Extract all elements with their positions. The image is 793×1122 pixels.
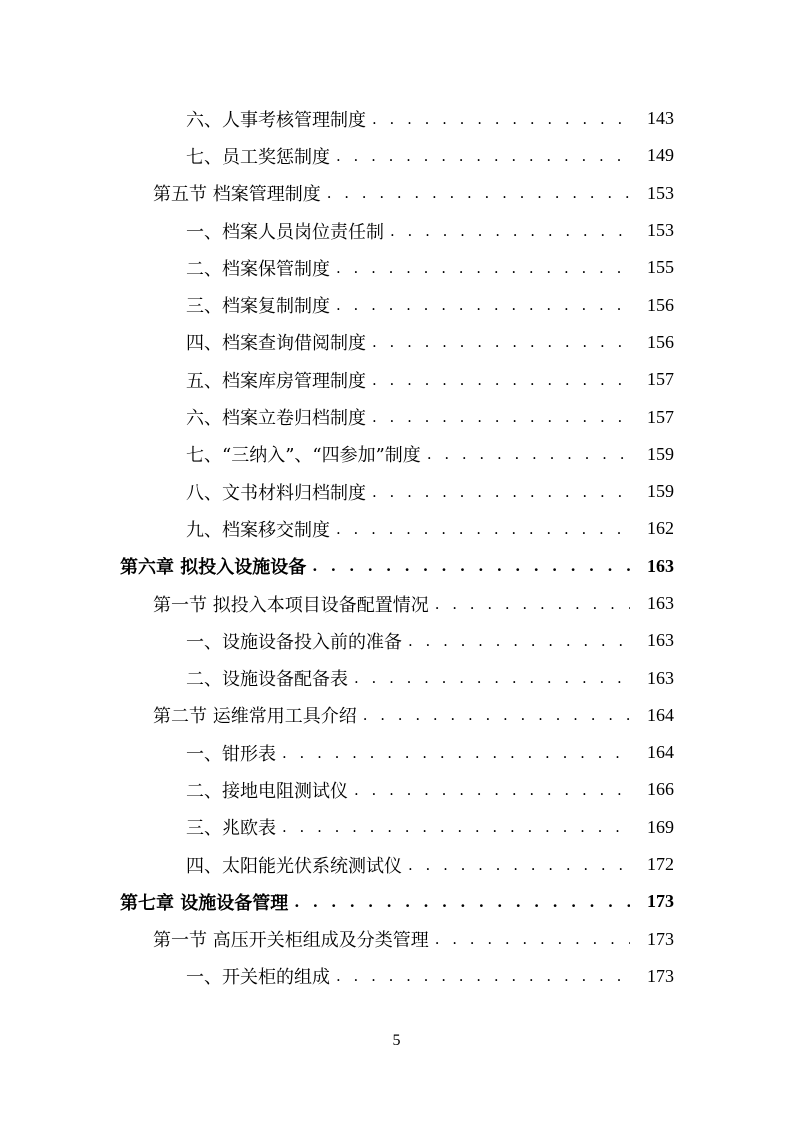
toc-section-entry[interactable] xyxy=(0,921,793,958)
toc-entry-page: 162 xyxy=(647,518,674,539)
toc-entry[interactable] xyxy=(0,809,793,846)
toc-chapter-entry[interactable] xyxy=(0,883,793,920)
page-number: 5 xyxy=(392,1032,401,1049)
toc-entry-page: 159 xyxy=(647,443,674,464)
toc-entry-title: 三、兆欧表 xyxy=(186,818,276,840)
toc-entry-page: 164 xyxy=(647,704,674,725)
toc-leader-dots xyxy=(354,781,630,799)
toc-entry-page: 169 xyxy=(647,816,674,837)
toc-leader-dots xyxy=(427,445,630,463)
toc-section-entry[interactable] xyxy=(0,585,793,622)
toc-leader-dots xyxy=(372,408,630,426)
toc-entry-page: 157 xyxy=(647,369,674,390)
toc-leader-dots xyxy=(363,706,630,724)
toc-leader-dots xyxy=(435,930,630,948)
toc-entry-title: 六、档案立卷归档制度 xyxy=(186,408,366,430)
toc-entry-title: 七、“三纳入”、“四参加”制度 xyxy=(186,445,421,467)
toc-entry-page: 163 xyxy=(647,555,674,576)
toc-entry-page: 166 xyxy=(647,779,674,800)
toc-entry-title: 第七章 设施设备管理 xyxy=(120,892,289,914)
toc-leader-dots xyxy=(372,333,630,351)
toc-entry-page: 143 xyxy=(647,108,674,129)
toc-entry[interactable] xyxy=(0,771,793,808)
toc-entry-page: 173 xyxy=(647,891,674,912)
toc-entry-title: 四、太阳能光伏系统测试仪 xyxy=(186,855,402,877)
toc-entry[interactable] xyxy=(0,361,793,398)
toc-leader-dots xyxy=(408,632,630,650)
toc-entry-page: 155 xyxy=(647,257,674,278)
toc-leader-dots xyxy=(327,184,630,202)
toc-entry[interactable] xyxy=(0,249,793,286)
toc-entry-page: 163 xyxy=(647,593,674,613)
toc-entry-title: 一、设施设备投入前的准备 xyxy=(186,631,402,653)
toc-leader-dots xyxy=(372,371,630,389)
toc-leader-dots xyxy=(372,483,630,501)
toc-entry[interactable] xyxy=(0,286,793,323)
toc-entry-title: 一、开关柜的组成 xyxy=(186,967,330,989)
toc-entry-title: 八、文书材料归档制度 xyxy=(186,482,366,504)
toc-entry-title: 一、档案人员岗位责任制 xyxy=(186,221,384,243)
toc-entry-title: 六、人事考核管理制度 xyxy=(186,109,366,131)
toc-entry-title: 七、员工奖惩制度 xyxy=(186,146,330,168)
toc-entry-title: 第六章 拟投入设施设备 xyxy=(120,557,307,579)
toc-entry-title: 三、档案复制制度 xyxy=(186,296,330,318)
toc-entry-title: 二、档案保管制度 xyxy=(186,258,330,280)
toc-entry-page: 173 xyxy=(647,965,674,986)
toc-entry-title: 第二节 运维常用工具介绍 xyxy=(153,706,357,728)
toc-entry[interactable] xyxy=(0,473,793,510)
toc-entry-page: 153 xyxy=(647,220,674,241)
toc-entry-page: 163 xyxy=(647,667,674,688)
toc-entry-page: 164 xyxy=(647,742,674,763)
toc-entry[interactable] xyxy=(0,398,793,435)
toc-entry-title: 二、接地电阻测试仪 xyxy=(186,780,348,802)
toc-entry[interactable] xyxy=(0,137,793,174)
toc-entry-title: 一、钳形表 xyxy=(186,743,276,765)
toc-entry-title: 第一节 高压开关柜组成及分类管理 xyxy=(153,930,429,952)
toc-entry-page: 172 xyxy=(647,854,674,875)
toc-entry-title: 五、档案库房管理制度 xyxy=(186,370,366,392)
toc-leader-dots xyxy=(372,110,630,128)
toc-entry-page: 159 xyxy=(647,481,674,502)
toc-entry-page: 173 xyxy=(647,928,674,949)
toc-entry[interactable] xyxy=(0,958,793,995)
toc-leader-dots xyxy=(336,296,630,314)
toc-entry-page: 163 xyxy=(647,630,674,651)
toc-entry[interactable] xyxy=(0,659,793,696)
toc-entry-title: 四、档案查询借阅制度 xyxy=(186,333,366,355)
toc-entry[interactable] xyxy=(0,846,793,883)
toc-section-entry[interactable] xyxy=(0,697,793,734)
toc-leader-dots xyxy=(312,557,630,575)
toc-entry-title: 第一节 拟投入本项目设备配置情况 xyxy=(153,594,429,616)
toc-chapter-entry[interactable] xyxy=(0,548,793,585)
toc-entry-page: 157 xyxy=(647,406,674,427)
toc-entry[interactable] xyxy=(0,734,793,771)
toc-leader-dots xyxy=(336,259,630,277)
toc-entry[interactable] xyxy=(0,212,793,249)
toc-entry[interactable] xyxy=(0,100,793,137)
toc-leader-dots xyxy=(294,893,630,911)
toc-leader-dots xyxy=(435,595,630,613)
table-of-contents xyxy=(0,100,793,995)
toc-entry[interactable] xyxy=(0,436,793,473)
toc-section-entry[interactable] xyxy=(0,175,793,212)
toc-leader-dots xyxy=(336,520,630,538)
toc-leader-dots xyxy=(336,967,630,985)
toc-entry-page: 156 xyxy=(647,294,674,315)
toc-entry[interactable] xyxy=(0,622,793,659)
toc-leader-dots xyxy=(282,744,630,762)
toc-entry-title: 第五节 档案管理制度 xyxy=(153,184,321,206)
toc-entry-page: 153 xyxy=(647,182,674,203)
toc-leader-dots xyxy=(408,856,630,874)
toc-entry[interactable] xyxy=(0,510,793,547)
toc-entry-title: 二、设施设备配备表 xyxy=(186,669,348,691)
toc-entry-page: 156 xyxy=(647,331,674,352)
toc-leader-dots xyxy=(354,669,630,687)
toc-entry-title: 九、档案移交制度 xyxy=(186,519,330,541)
toc-entry-page: 149 xyxy=(647,145,674,166)
toc-leader-dots xyxy=(336,147,630,165)
toc-leader-dots xyxy=(282,818,630,836)
toc-entry[interactable] xyxy=(0,324,793,361)
toc-leader-dots xyxy=(390,222,630,240)
